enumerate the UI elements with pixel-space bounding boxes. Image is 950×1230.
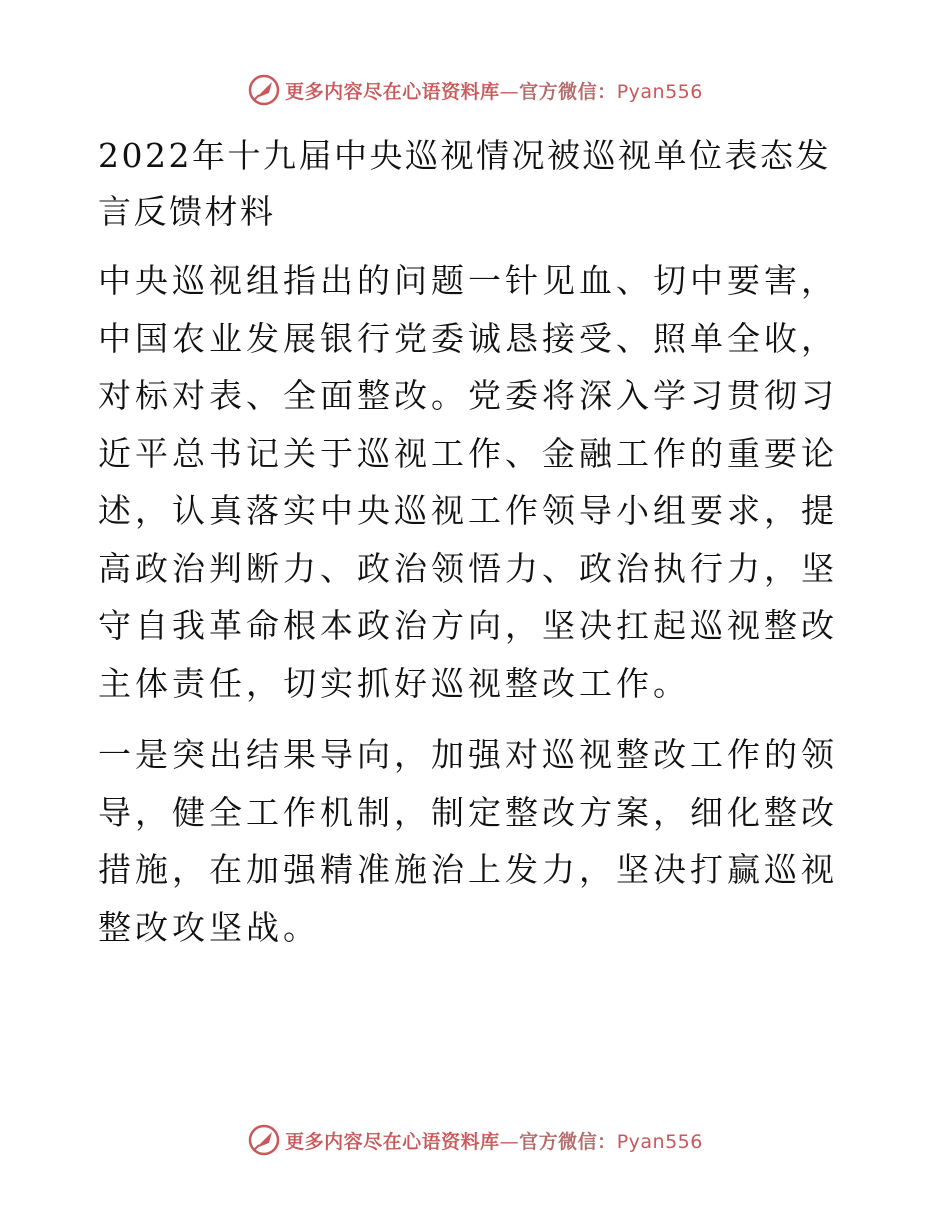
document-title: 2022年十九届中央巡视情况被巡视单位表态发言反馈材料: [98, 136, 831, 231]
header-watermark: [0, 70, 950, 110]
watermark-wechat-id: Pyan556: [616, 80, 703, 103]
watermark-dash: —: [499, 1130, 520, 1153]
watermark-wechat-id: Pyan556: [616, 1130, 703, 1153]
footer-watermark: [0, 1120, 950, 1160]
document-body: [98, 128, 850, 970]
watermark-text: [285, 1127, 703, 1154]
watermark-text: [285, 77, 703, 104]
paragraph-intro: 中央巡视组指出的问题一针见血、切中要害，中国农业发展银行党委诚恳接受、照单全收，对标对表、全面整改。党委将深入学习贯彻习近平总书记关于巡视工作、金融工作的重要论述，认真落实中央巡视工作领导小组要求，提高政治判断力、政治领悟力、政治执行力，坚守自我革命根本政治方向，坚决扛起巡视整改主体责任，切实抓好巡视整改工作。: [98, 261, 838, 703]
watermark-wechat-label: 官方微信：: [519, 1130, 617, 1153]
watermark-site-name: 更多内容尽在心语资料库: [285, 1130, 500, 1153]
quill-logo-icon: [247, 73, 281, 107]
quill-logo-icon: [247, 1123, 281, 1157]
watermark-wechat-label: 官方微信：: [519, 80, 617, 103]
watermark-dash: —: [499, 80, 520, 103]
watermark-site-name: 更多内容尽在心语资料库: [285, 80, 500, 103]
paragraph-point-one: 一是突出结果导向，加强对巡视整改工作的领导，健全工作机制，制定整改方案，细化整改措施，在加强精准施治上发力，坚决打赢巡视整改攻坚战。: [98, 735, 838, 947]
